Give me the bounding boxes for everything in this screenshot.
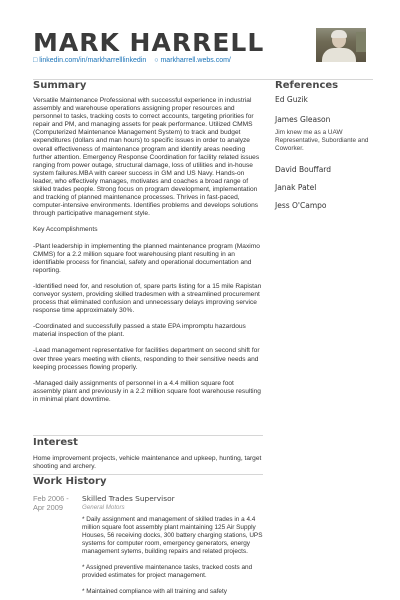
job-dates: Feb 2006 - Apr 2009	[33, 494, 69, 512]
linkedin-link[interactable]: linkedin.com/in/markharrelllinkedin	[39, 57, 147, 64]
profile-photo	[316, 28, 366, 62]
key-accomplishments-heading: Key Accomplishments	[33, 226, 98, 234]
job-description	[82, 516, 268, 596]
reference-note: Jim knew me as a UAW Representative, Subordiante and Coworker.	[275, 129, 369, 152]
interest-body	[33, 455, 263, 471]
job-title: Skilled Trades Supervisor	[82, 494, 175, 503]
accomplishment-item: -Plant leadership in implementing the planned maintenance program (Maximo CMMS) for a 2.2 million square foot warehousing plant resulting in an identifiable process for financial, safety and operational documentation and reporting.	[33, 242, 260, 274]
globe-icon: ○	[154, 57, 159, 64]
summary-body	[33, 97, 263, 404]
job-company: General Motors	[82, 504, 125, 511]
candidate-name: MARK HARRELL	[33, 28, 265, 57]
job-bullet: * Daily assignment and management of skilled trades in a 4.4 million square foot assembly plant maintaining 125 Air Supply Houses, 56 receiving docks, 300 battery charging stations, UPS systems for computer room, emergency generators, energy management sytems, building repairs and related projects.	[82, 516, 263, 555]
contact-links	[33, 57, 231, 64]
reference-name: Jess O'Campo	[275, 201, 327, 210]
work-history-heading: Work History	[33, 476, 107, 487]
summary-paragraph: Versatile Maintenance Professional with successful experience in industrial assembly and warehouse operations assigning proper resources and personnel to tasks, tracking costs to correct accounts, targeting priorities for repair and PM, and managing assets for peak performance. Utilized CMMS (Computerized Maintenance Management System) to track and budget expenditures (dollars and man hours) to specific issues in order to analyze overall effectiveness of maintenance program and identify areas needing further attention. Emergency Response Coordination for facility related issues ranging from power outage, structural damage, loss of utilities and in-house system failures.MBA with career success in GM and US Navy. Hands-on leader, who effectively manages, motivates and coaches a broad range of skilled trades people. Strong focus on program development, implementation and tracking of planned maintenance processes. Thrives in fast-paced, computer-intensive environments. Identifies problems and develops solutions through participative management style.	[33, 97, 260, 218]
references-heading: References	[275, 80, 339, 91]
website-link[interactable]: markharrell.webs.com/	[160, 57, 231, 64]
reference-name: David Bouffard	[275, 165, 332, 174]
summary-heading: Summary	[33, 80, 87, 91]
reference-name: Ed Guzik	[275, 95, 308, 104]
reference-name: James Gleason	[275, 115, 331, 124]
accomplishment-item: -Identified need for, and resolution of, spare parts listing for a 15 mile Rapistan conveyor system, providing skilled tradesmen with a streamlined procurement process that eliminated confusion and unnecessary delays improving service response time approximately 30%.	[33, 282, 262, 315]
work-history-divider	[33, 474, 263, 475]
accomplishment-item: -Managed daily assignments of personnel in a 4.4 million square foot assembly plant and previously in a 2.2 million square foot warehouse resulting in minimal plant downtime.	[33, 379, 261, 403]
linkedin-icon: □	[33, 57, 38, 64]
resume-header	[33, 28, 373, 80]
accomplishment-item: -Coordinated and successfully passed a state EPA impromptu hazardous material inspection of the plant.	[33, 323, 246, 339]
accomplishment-item: -Lead management representative for facilities department on second shift for over three years meeting with clients, responding to their sensitive needs and keeping processes flowing properly.	[33, 347, 260, 371]
job-bullet: * Maintained compliance with all training and safety	[82, 588, 227, 595]
reference-name: Janak Patel	[275, 183, 317, 192]
interest-text: Home improvement projects, vehicle maintenance and upkeep, hunting, target shooting and archery.	[33, 455, 262, 471]
interest-heading: Interest	[33, 437, 78, 448]
job-bullet: * Assigned preventive maintenance tasks, tracked costs and provided estimates for project management.	[82, 564, 253, 579]
interest-divider	[33, 435, 263, 436]
